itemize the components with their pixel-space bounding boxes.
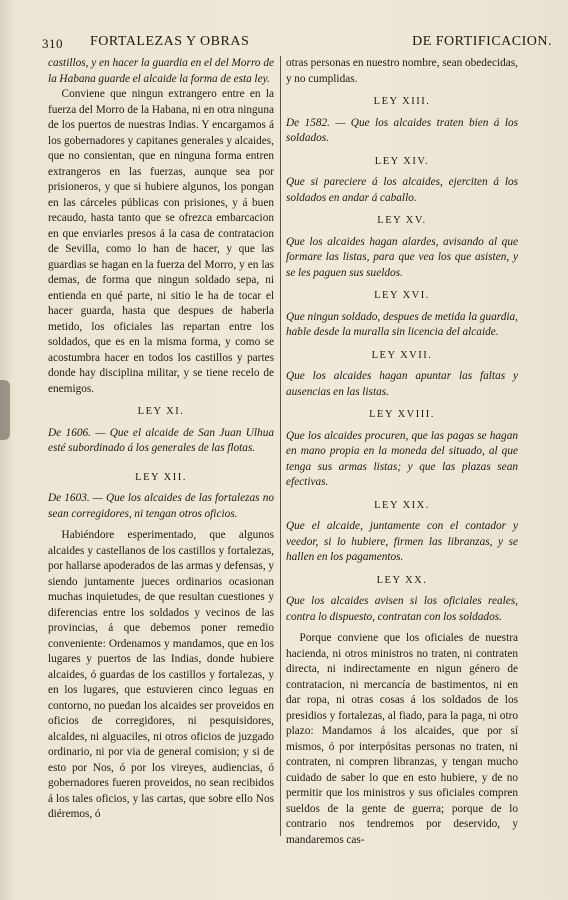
header-title-left: FORTALEZAS Y OBRAS bbox=[90, 34, 250, 49]
left-column bbox=[48, 56, 274, 823]
law-summary: De 1603. — Que los alcaides de las fortalezas no sean corregidores, ni tengan otros oficios. bbox=[48, 492, 274, 520]
law-summary: De 1582. — Que los alcaides traten bien á los soldados. bbox=[286, 116, 518, 144]
law-summary: Que ningun soldado, despues de metida la guardia, hable desde la muralla sin licencia del alcaide. bbox=[286, 310, 518, 338]
law-heading: LEY XI. bbox=[137, 406, 185, 417]
law-text: Porque conviene que los oficiales de nuestra hacienda, ni otros ministros no traten, ni contraten directa, ni indirectamente en nigun género de contratacion, ni mercancía de bastimentos, ni en dar ropa, ni otras cosas á los soldados de los presidios y fortalezas, al fiado, para la paga, ni otro plazo: Mandamos á los alcaides, que por sí mismos, ó por interpósitas personas no traten, ni contraten, ni compren libranzas, y tengan mucho cuidado de saber lo que en esto hubiere, y de no permitir que los ministros y sus oficiales compren sueldos de la gente de guerra; porque de lo contrario nos tendremos por deservido, y mandaremos cas- bbox=[286, 632, 518, 846]
law-summary: Que los alcaides hagan apuntar las faltas y ausencias en las listas. bbox=[286, 370, 518, 398]
law-heading: LEY XV. bbox=[377, 215, 427, 226]
law-text: Conviene que ningun extrangero entre en la fuerza del Morro de la Habana, ni en otra ninguna de los puertos de nuestras Indias. Y encargamos á los gobernadores y capitanes generales y alcaides, que no consientan, que en ninguna forma entren extrangeros en las fuerzas, aunque sea por prisioneros, y que si hubiere algunos, los pongan en las cárceles públicas con prisiones, y á buen recaudo, hasta tanto que se ofrezca embarcacion en que enviarles presos á la casa de contratacion de Sevilla, como lo han de hacer, y que las guardias se hagan en la fuerza del Morro, y en las demas, de forma que ningun soldado sepa, ni entienda en qué parte, ni sitio le ha de tocar el hacer guarda, hasta que despues de haberla metido, los oficiales las repartan entre los soldados, que es en la misma forma, y como se acostumbra hacer en todos los castillos y partes donde hay disciplina militar, y se tiene recelo de enemigos. bbox=[48, 88, 274, 395]
law-heading: LEY XIX. bbox=[374, 499, 430, 511]
law-heading: LEY XVIII. bbox=[369, 409, 435, 420]
law-text-continued: otras personas en nuestro nombre, sean obedecidas, y no cumplidas. bbox=[286, 57, 518, 85]
law-summary: Que si pareciere á los alcaides, ejerciten á los soldados en andar á caballo. bbox=[286, 176, 518, 204]
right-column bbox=[286, 56, 518, 848]
page-edge-shadow bbox=[0, 380, 10, 440]
law-heading: LEY XVI. bbox=[374, 290, 430, 301]
law-summary: Que el alcaide, juntamente con el contador y veedor, si lo hubiere, firmen las libranzas, y se hallen en los pagamentos. bbox=[286, 520, 518, 563]
law-heading: LEY XII. bbox=[135, 471, 187, 483]
law-summary: Que los alcaides procuren, que las pagas se hagan en mano propia en la moneda del situado, al que tenga sus armas listas; y que las plazas sean efectivas. bbox=[286, 429, 518, 488]
running-header bbox=[42, 34, 552, 54]
column-divider bbox=[280, 56, 281, 836]
header-title-right: DE FORTIFICACION. bbox=[412, 34, 552, 49]
law-heading: LEY XVII. bbox=[371, 349, 433, 361]
law-summary: De 1606. — Que el alcaide de San Juan Ulhua esté subordinado á los generales de las flotas. bbox=[48, 426, 274, 454]
page-number: 310 bbox=[42, 36, 63, 51]
law-summary: Que los alcaides hagan alardes, avisando al que formare las listas, para que vea los que asisten, y se les paguen sus sueldos. bbox=[286, 235, 518, 279]
law-heading: LEY XX. bbox=[376, 574, 428, 586]
law-text: Habiéndore esperimentado, que algunos alcaides y castellanos de los castillos y fortalezas, por hallarse apoderados de las armas y defensas, y siendo juntamente jueces ordinarios ocasionan muchas inquietudes, de que resultan cuestiones y diferencias entre los soldados y vecinos de las provincias, á que debemos poner remedio conveniente: Ordenamos y mandamos, que en los lugares y puertos de las Indias, donde hubiere alcaides, ó guardas de los castillos y fortalezas, y en los lugares, que estuvieren cinco leguas en contorno, no puedan los alcaides ser proveidos en oficios de corregidores, ni pesquisidores, alcaldes, ni alguaciles, ni otros oficios de juzgado ordinario, ni por via de general comision; y si de esto por Nos, ó por los vireyes, audiencias, ó gobernadores fueren proveidos, no sean recibidos á los tales oficios, y las cartas, que sobre ello Nos diéremos, ó bbox=[48, 529, 274, 820]
law-heading: LEY XIII. bbox=[373, 96, 431, 107]
law-summary: Que los alcaides avisen si los oficiales reales, contra lo dispuesto, contratan con los soldados. bbox=[286, 595, 518, 623]
law-summary-continued: castillos, y en hacer la guardia en el del Morro de la Habana guarde el alcaide la forma de esta ley. bbox=[48, 57, 274, 85]
law-heading: LEY XIV. bbox=[374, 155, 430, 167]
